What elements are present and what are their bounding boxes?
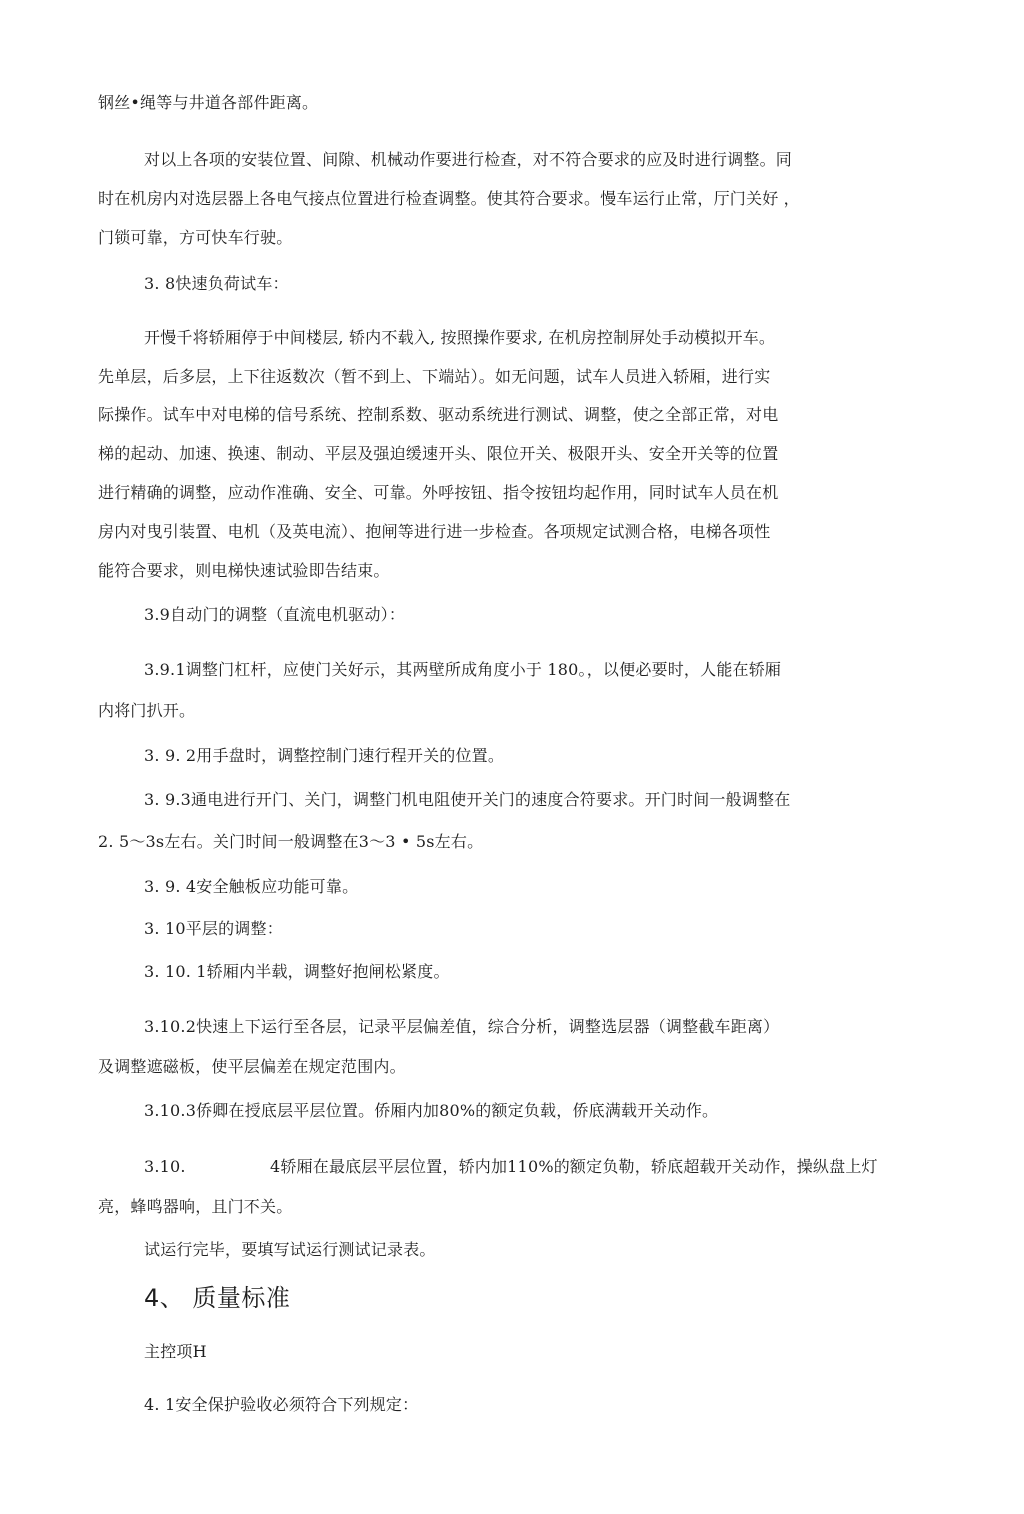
paragraph-line: 房内对曳引装置、电机（及英电流）、抱闸等进行进一步检查。各项规定试测合格，电梯各项性	[98, 522, 771, 541]
paragraph-line: 进行精确的调整，应动作准确、安全、可靠。外呼按钮、指令按钮均起作用，同时试车人员在机	[98, 483, 779, 502]
paragraph-line: 3. 9.3通电进行开门、关门，调整门机电阻使开关门的速度合符要求。开门时间一般调整在	[144, 790, 791, 809]
paragraph-line: 亮，蜂鸣器响，且门不关。	[98, 1197, 293, 1216]
section-heading: 3.9自动门的调整（直流电机驱动）：	[144, 605, 406, 624]
paragraph-line: 3.9.1调整门杠杆，应使门关好示，其两壁所成角度小于 180。，以便必要时，人能在轿厢	[144, 660, 782, 679]
paragraph-line: 先单层，后多层，上下往返数次（暂不到上、下端站）。如无问题，试车人员进入轿厢，进行实	[98, 367, 771, 386]
paragraph-line: 开慢千将轿厢停于中间楼层, 轿内不载入, 按照操作要求, 在机房控制屏处手动模拟开车。	[144, 328, 776, 347]
paragraph-line: 4轿厢在最底层平层位置，轿内加110%的额定负勒，轿底超载开关动作，操纵盘上灯	[270, 1157, 878, 1176]
paragraph-line: 钢丝•绳等与井道各部件距离。	[98, 93, 319, 112]
paragraph-line: 门锁可靠，方可快车行驶。	[98, 228, 293, 247]
paragraph-line: 3. 9. 2用手盘时，调整控制门速行程开关的位置。	[144, 746, 505, 765]
chapter-heading: 4、 质量标准	[144, 1284, 291, 1312]
paragraph-line: 能符合要求，则电梯快速试验即告结束。	[98, 561, 390, 580]
paragraph-line-number: 3.10.	[144, 1157, 186, 1176]
paragraph-line: 3. 9. 4安全触板应功能可靠。	[144, 877, 359, 896]
paragraph-line: 梯的起动、加速、换速、制动、平层及强迫缓速开头、限位开关、极限开头、安全开关等的位置	[98, 444, 779, 463]
subheading: 主控项H	[144, 1342, 207, 1361]
section-heading: 3. 8快速负荷试车：	[144, 274, 289, 293]
paragraph-line: 3.10.2快速上下运行至各层，记录平层偏差值，综合分析，调整选层器（调整截车距离）	[144, 1017, 780, 1036]
paragraph-line: 及调整遮磁板，使平层偏差在规定范围内。	[98, 1057, 406, 1076]
paragraph-line: 3. 10. 1轿厢内半载，调整好抱闸松紧度。	[144, 962, 450, 981]
paragraph-line: 际操作。试车中对电梯的信号系统、控制系数、驱动系统进行测试、调整，使之全部正常，对电	[98, 405, 779, 424]
paragraph-line: 4. 1安全保护验收必须符合下列规定：	[144, 1395, 419, 1414]
paragraph-line: 2. 5〜3s左右。关门时间一般调整在3〜3 • 5s左右。	[98, 832, 484, 851]
paragraph-line: 时在机房内对选层器上各电气接点位置进行检查调整。使其符合要求。慢车运行止常，厅门关好 ，	[98, 189, 800, 208]
paragraph-line: 对以上各项的安装位置、间隙、机械动作要进行检查，对不符合要求的应及时进行调整。同	[144, 150, 793, 169]
paragraph-line: 试运行完毕，要填写试运行测试记录表。	[144, 1240, 436, 1259]
section-heading: 3. 10平层的调整：	[144, 919, 283, 938]
paragraph-line: 内将门扒开。	[98, 701, 196, 720]
paragraph-line: 3.10.3侨卿在授底层平层位置。侨厢内加80%的额定负载，侨底满载开关动作。	[144, 1101, 719, 1120]
